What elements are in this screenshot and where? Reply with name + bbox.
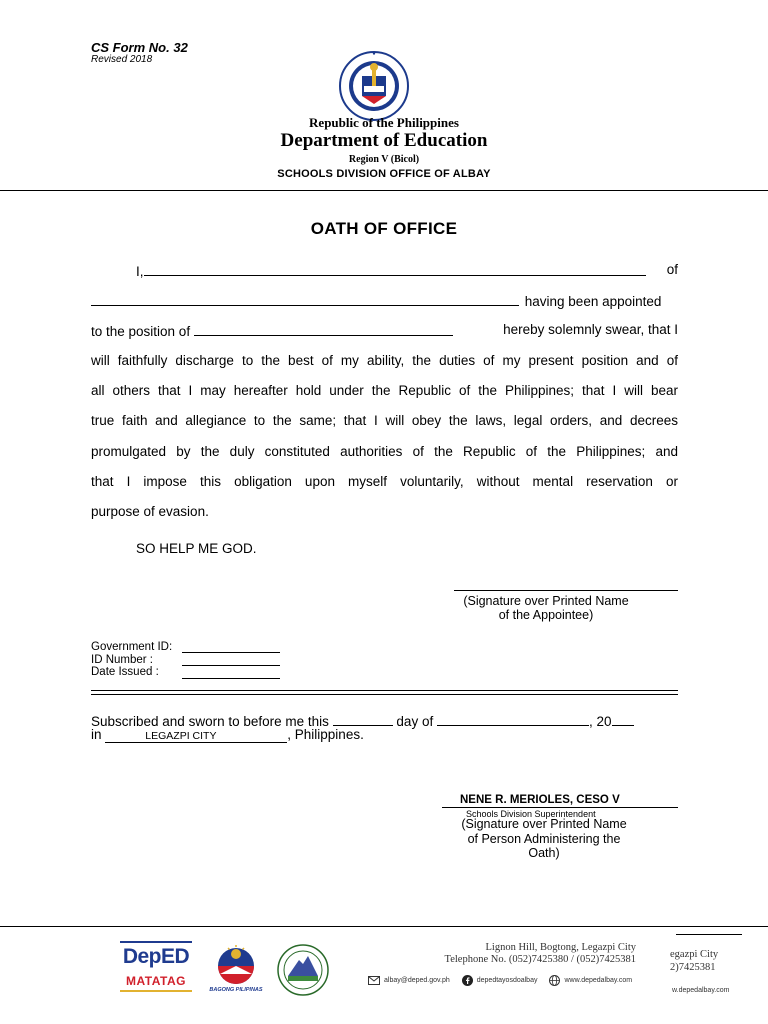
oath-line-9: purpose of evasion. <box>91 504 209 519</box>
appointee-signature-caption <box>451 594 641 622</box>
footer-right-line-3: w.depedalbay.com <box>672 987 730 994</box>
matatag-wordmark: MATATAG <box>126 974 186 988</box>
divider-top <box>91 690 678 691</box>
deped-matatag-logo <box>120 941 192 999</box>
bagong-pilipinas-icon <box>208 944 264 986</box>
day-field[interactable] <box>333 712 393 726</box>
id-fields <box>91 641 172 679</box>
header-divider <box>0 190 768 191</box>
jurat-day-of: day of <box>396 714 434 729</box>
officer-caption-2: of Person Administering the <box>467 831 621 846</box>
jurat-subscribed: Subscribed and sworn to before me this <box>91 714 329 729</box>
appointee-caption-1: (Signature over Printed Name <box>463 594 629 608</box>
name-field[interactable] <box>144 262 646 276</box>
footer-facebook[interactable]: depedtayosdoalbay <box>476 977 538 984</box>
address-field[interactable] <box>91 292 519 306</box>
position-label: to the position of <box>91 324 191 339</box>
oath-line-8: that I impose this obligation upon myself voluntarily, without mental reservation or <box>91 474 678 489</box>
date-issued-label: Date Issued : <box>91 666 159 678</box>
appointee-caption-2: of the Appointee) <box>498 608 594 622</box>
month-field[interactable] <box>437 712 589 726</box>
oath-line-7: promulgated by the duly constituted authorities of the Republic of the Philippines; and <box>91 444 678 459</box>
id-number-field[interactable] <box>182 665 280 666</box>
page-title: OATH OF OFFICE <box>310 219 458 238</box>
footer-right-line-2: 2)7425381 <box>670 962 716 973</box>
region-line: Region V (Bicol) <box>348 154 420 165</box>
officer-name: NENE R. MERIOLES, CESO V <box>442 794 678 808</box>
year-field[interactable] <box>612 712 634 726</box>
form-revision: Revised 2018 <box>91 54 153 65</box>
email-icon <box>368 976 380 985</box>
globe-icon <box>549 975 560 986</box>
footer-right-fragment <box>670 948 768 974</box>
footer-address: Lignon Hill, Bogtong, Legazpi City <box>485 942 636 953</box>
footer-contacts <box>368 975 632 986</box>
footer-right-line-1: egazpi City <box>670 949 719 960</box>
republic-line: Republic of the Philippines <box>309 115 459 130</box>
oath-line-3 <box>91 322 678 339</box>
oath-line-1 <box>91 262 678 279</box>
bagong-pilipinas-text: BAGONG PILIPINAS <box>209 987 263 993</box>
division-office: SCHOOLS DIVISION OFFICE OF ALBAY <box>277 168 491 180</box>
oath-line-4: will faithfully discharge to the best of my ability, the duties of my present position and of <box>91 353 678 368</box>
officer-caption-3: Oath) <box>528 846 560 860</box>
jurat-year-prefix: , 20 <box>588 714 612 729</box>
appointee-signature-line[interactable] <box>454 590 678 591</box>
oath-of: of <box>666 262 678 277</box>
jurat-country: , Philippines. <box>287 727 364 742</box>
closing-phrase: SO HELP ME GOD. <box>136 541 257 556</box>
oath-line-6: true faith and allegiance to the same; that I will obey the laws, legal orders, and decrees <box>91 413 678 428</box>
oath-line-2 <box>91 292 678 309</box>
id-number-label: ID Number : <box>91 653 153 666</box>
gov-id-label: Government ID: <box>91 641 173 653</box>
facebook-icon <box>462 975 473 986</box>
city-field[interactable]: LEGAZPI CITY <box>105 730 287 743</box>
footer-email[interactable]: albay@deped.gov.ph <box>384 977 450 984</box>
footer-right-rule <box>676 934 742 935</box>
officer-caption-1: (Signature over Printed Name <box>461 817 627 831</box>
footer-website[interactable]: www.depedalbay.com <box>564 977 633 984</box>
gov-id-field[interactable] <box>182 652 280 653</box>
deped-seal-icon <box>338 50 410 122</box>
having-been-appointed: having been appointed <box>524 294 662 309</box>
footer-address-block <box>380 942 636 966</box>
oath-i: I, <box>136 264 144 279</box>
division-seal-icon <box>274 944 332 996</box>
department-name: Department of Education <box>280 130 488 151</box>
logo-bar-gold <box>120 990 192 992</box>
footer-divider <box>0 926 768 927</box>
oath-line-5: all others that I may hereafter hold under the Republic of the Philippines; that I will bear <box>91 383 678 398</box>
form-number: CS Form No. 32 <box>91 40 188 55</box>
deped-wordmark: DepED <box>122 945 190 968</box>
hereby-swear: hereby solemnly swear, that I <box>503 322 678 337</box>
logo-bar-blue <box>120 941 192 943</box>
position-field[interactable] <box>194 322 453 336</box>
footer-telephone: Telephone No. (052)7425380 / (052)7425381 <box>444 954 636 965</box>
divider-bottom <box>91 694 678 695</box>
jurat-line-2 <box>91 727 678 743</box>
officer-position: Schools Division Superintendent <box>466 809 596 819</box>
date-issued-field[interactable] <box>182 678 280 679</box>
officer-signature-caption <box>446 817 642 861</box>
jurat-in: in <box>91 727 102 742</box>
